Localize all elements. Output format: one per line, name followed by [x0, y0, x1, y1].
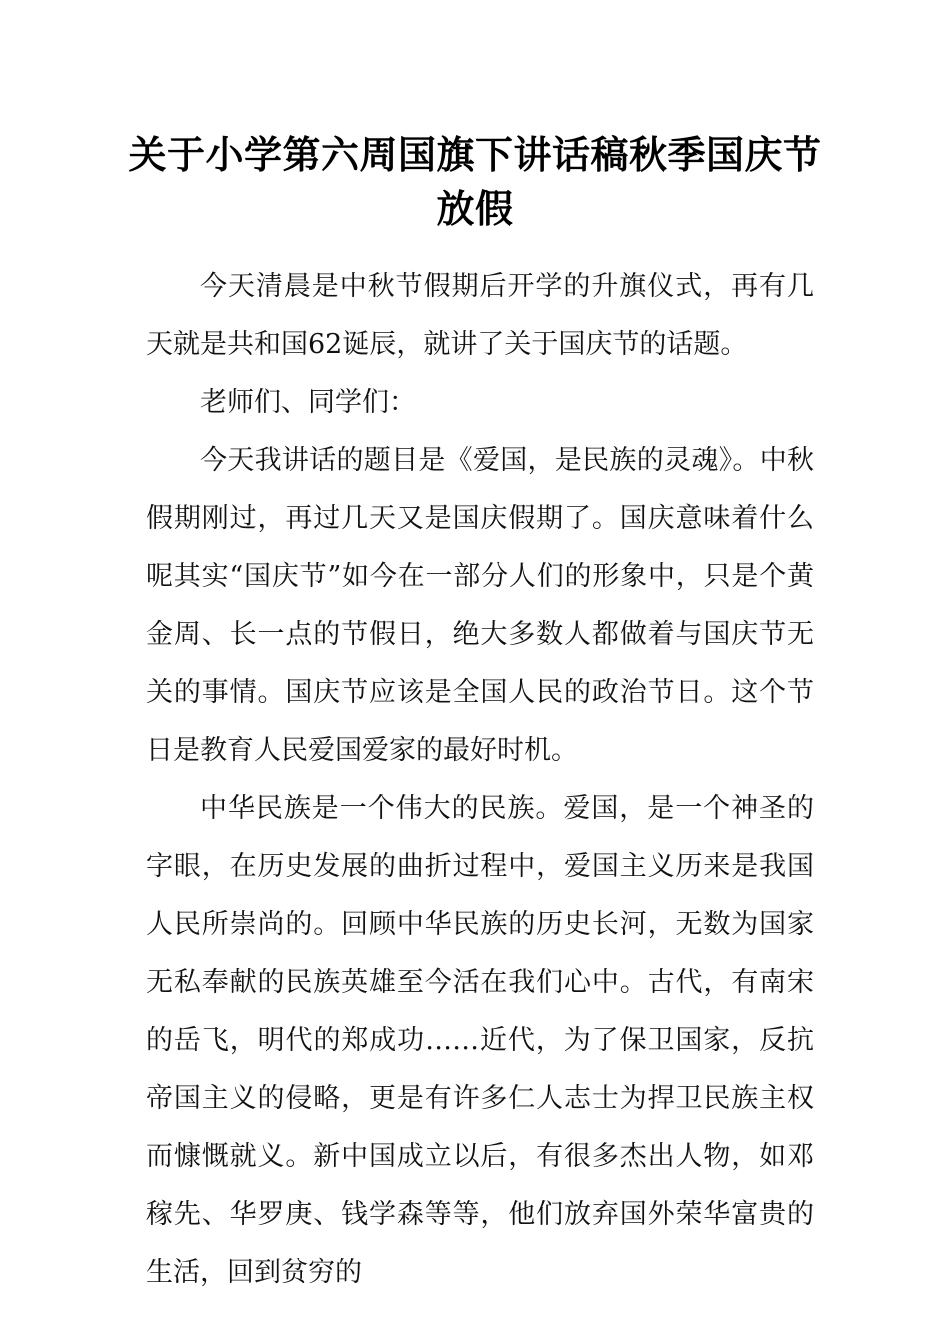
paragraph-greeting: 老师们、同学们： — [200, 387, 416, 418]
paragraph-topic: 今天我讲话的题目是《爱国，是民族的灵魂》。中秋假期刚过，再过几天又是国庆假期了。国庆意味着什么呢其实“国庆节”如今在一部分人们的形象中，只是个黄金周、长一点的节假日，绝大多数人都做着与国庆节无关的事情。国庆节应该是全国人民的政治节日。这个节日是教育人民爱国爱家的最好时机。 — [146, 445, 814, 766]
paragraph-intro: 今天清晨是中秋节假期后开学的升旗仪式，再有几天就是共和国62诞辰，就讲了关于国庆节的话题。 — [146, 271, 814, 360]
document-body — [146, 258, 814, 1302]
paragraph-history: 中华民族是一个伟大的民族。爱国，是一个神圣的字眼，在历史发展的曲折过程中，爱国主义历来是我国人民所崇尚的。回顾中华民族的历史长河，无数为国家无私奉献的民族英雄至今活在我们心中。古代，有南宋的岳飞，明代的郑成功……近代，为了保卫国家，反抗帝国主义的侵略，更是有许多仁人志士为捍卫民族主权而慷慨就义。新中国成立以后，有很多杰出人物，如邓稼先、华罗庚、钱学森等等，他们放弃国外荣华富贵的生活，回到贫穷的 — [146, 793, 814, 1288]
document-title: 关于小学第六周国旗下讲话稿秋季国庆节放假 — [128, 133, 822, 231]
